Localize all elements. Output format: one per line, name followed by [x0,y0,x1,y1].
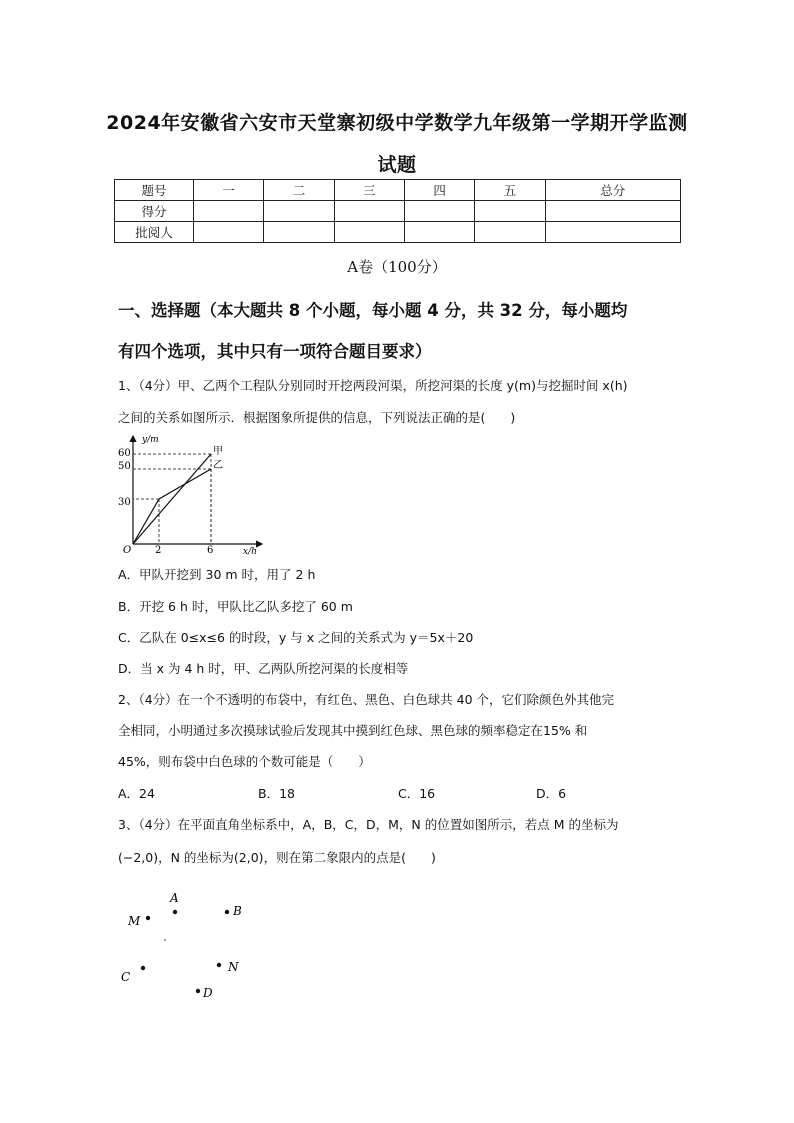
axes [133,436,262,544]
point-c-label: C [121,970,131,984]
q3-text-line1: 3、（4分）在平面直角坐标系中，A，B，C，D，M，N 的位置如图所示，若点 M 的坐标为 [118,817,619,832]
point-a [173,910,177,914]
point-n [217,963,221,967]
exam-title-line2: 试题 [377,154,417,176]
table-cell: 三 [334,180,404,201]
q1-text-line1: 1、（4分）甲、乙两个工程队分别同时开挖两段河渠，所挖河渠的长度 y(m)与挖掘时间 x(h) [118,378,628,393]
table-cell: 四 [404,180,474,201]
point-m [146,916,150,920]
q2-text-line2: 全相同，小明通过多次摸球试验后发现其中摸到红色球、黑色球的频率稳定在15% 和 [118,723,588,738]
q3-point-diagram [116,885,266,1005]
q1-option-d: D．当 x 为 4 h 时，甲、乙两队所挖河渠的长度相等 [118,661,409,676]
table-cell: 题号 [115,180,194,201]
table-cell: 批阅人 [115,222,194,243]
x-tick-label: 2 [155,545,162,556]
table-cell [475,222,545,243]
table-cell [264,201,334,222]
q2-text-line3: 45%，则布袋中白色球的个数可能是（ ） [118,754,371,769]
point-c [141,966,145,970]
point-m-label: M [128,914,141,928]
table-cell: 二 [264,180,334,201]
section-heading-line1: 一、选择题（本大题共 8 个小题，每小题 4 分，共 32 分，每小题均 [118,301,628,320]
table-row [115,222,681,243]
point-b [225,910,229,914]
series-lines [133,454,211,544]
table-cell [334,201,404,222]
table-cell [404,201,474,222]
table-cell [475,201,545,222]
y-tick-label: 30 [118,497,131,508]
point-b-label: B [233,904,242,918]
section-heading-line2: 有四个选项，其中只有一项符合题目要求） [118,342,432,361]
table-cell [194,222,264,243]
table-cell: 五 [475,180,545,201]
y-axis-label: y/m [142,435,159,445]
x-tick-label: 6 [207,545,214,556]
q1-line-graph [116,432,266,557]
table-cell [334,222,404,243]
point-d [196,989,200,993]
origin-dot [164,939,166,941]
series-line-yi [133,469,211,544]
x-axis-label: x/h [243,547,257,557]
q2-option-a: A．24 [118,786,155,801]
q1-option-c: C．乙队在 0≤x≤6 的时段，y 与 x 之间的关系式为 y＝5x＋20 [118,630,474,645]
q2-text-line1: 2、（4分）在一个不透明的布袋中，有红色、黑色、白色球共 40 个，它们除颜色外其他完 [118,692,615,707]
q1-text-line2: 之间的关系如图所示．根据图象所提供的信息，下列说法正确的是( ) [118,410,516,425]
table-cell [264,222,334,243]
exam-title-line1: 2024年安徽省六安市天堂寨初级中学数学九年级第一学期开学监测 [106,112,688,134]
table-cell: 总分 [545,180,680,201]
point-d-label: D [203,986,213,1000]
series-line-jia [133,454,211,544]
q3-text-line2: (−2,0)，N 的坐标为(2,0)，则在第二象限内的点是( ) [118,850,436,865]
series-label-jia: 甲 [213,446,223,457]
y-tick-label: 50 [118,461,131,472]
q2-option-c: C．16 [398,786,436,801]
origin-label: O [123,545,132,556]
q2-option-d: D．6 [536,786,567,801]
point-n-label: N [228,960,239,974]
point-a-label: A [170,891,179,905]
q2-option-b: B．18 [258,786,295,801]
table-cell: 得分 [115,201,194,222]
q1-option-b: B．开挖 6 h 时，甲队比乙队多挖了 60 m [118,599,353,614]
table-cell [545,201,680,222]
score-table [114,179,681,243]
score-table-header-row [115,180,681,201]
volume-title: A卷（100分） [347,258,447,276]
table-cell: 一 [194,180,264,201]
table-row [115,201,681,222]
table-cell [404,222,474,243]
series-label-yi: 乙 [213,460,223,471]
q1-option-a: A．甲队开挖到 30 m 时，用了 2 h [118,567,316,582]
table-cell [545,222,680,243]
y-tick-label: 60 [118,448,131,459]
table-cell [194,201,264,222]
